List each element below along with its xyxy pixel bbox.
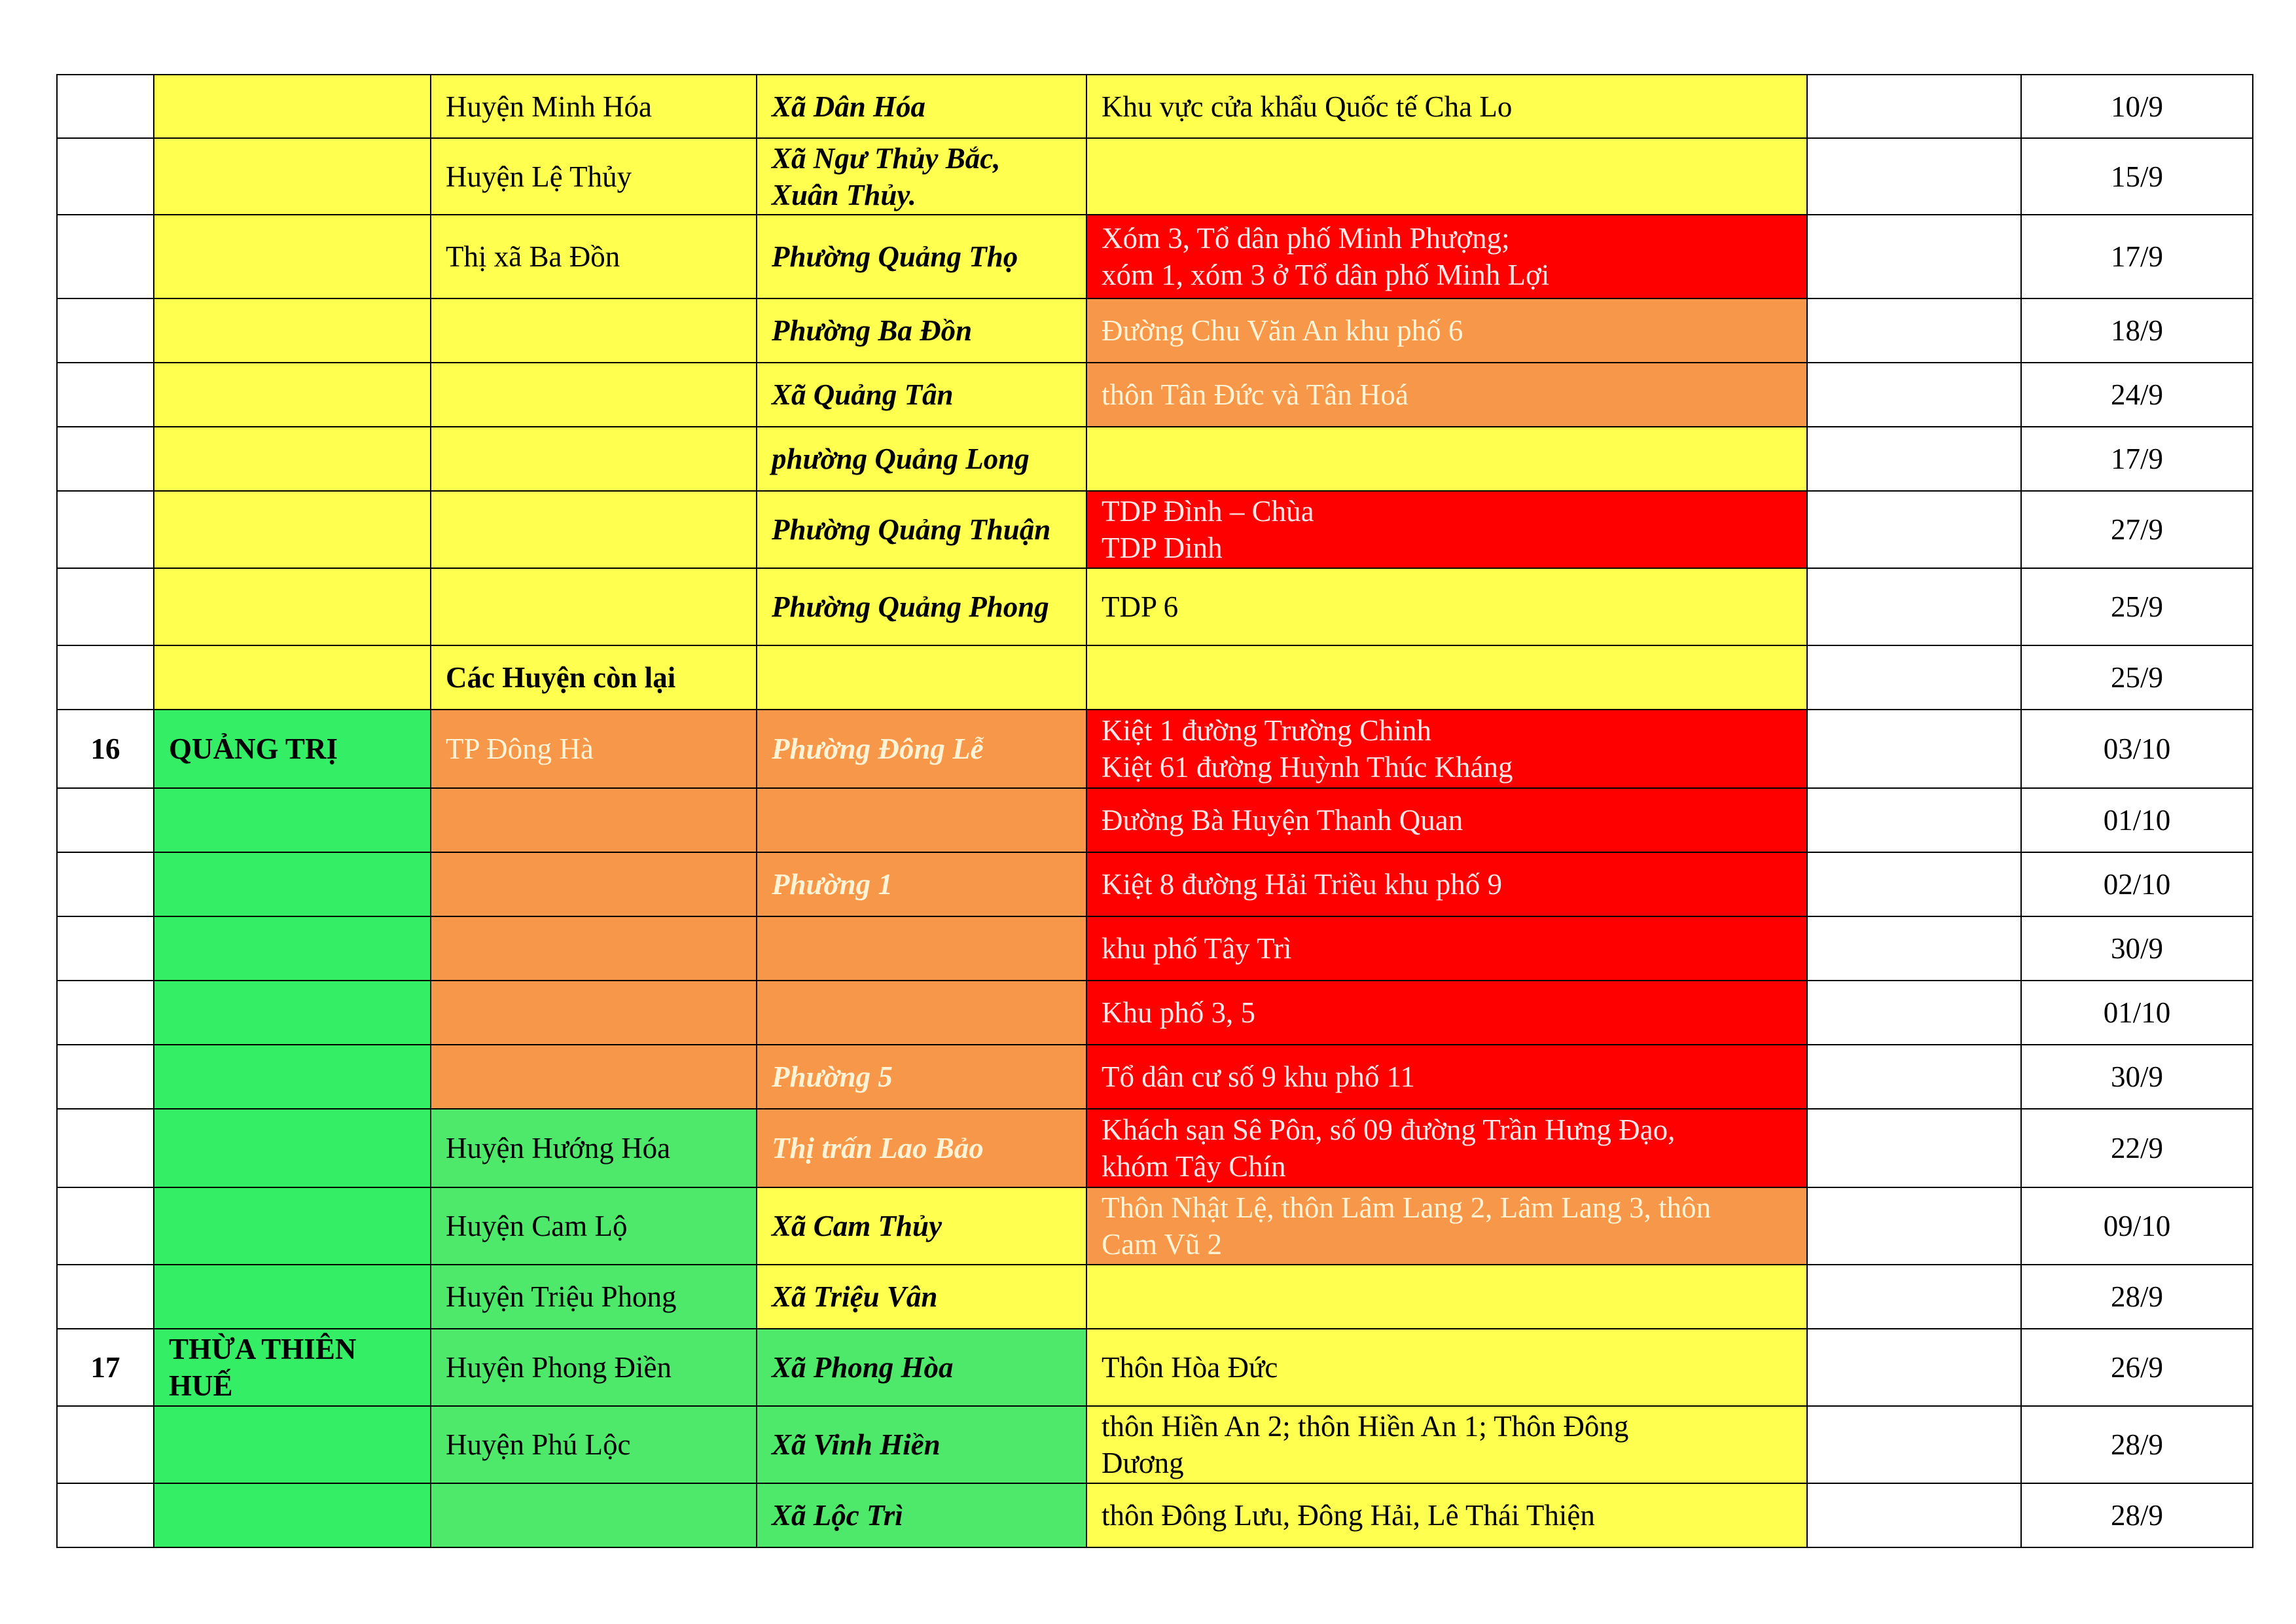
- cell-date: 10/9: [2021, 75, 2253, 138]
- cell-date: 25/9: [2021, 568, 2253, 645]
- table-row: [57, 645, 2253, 710]
- cell-district: Huyện Minh Hóa: [431, 75, 757, 138]
- cell-area: TDP Đình – Chùa TDP Dinh: [1086, 491, 1807, 568]
- cell-ward: [757, 981, 1086, 1045]
- cell-stt: [57, 645, 154, 710]
- cell-area: [1086, 645, 1807, 710]
- cell-district: Các Huyện còn lại: [431, 645, 757, 710]
- cell-area: Đường Chu Văn An khu phố 6: [1086, 298, 1807, 363]
- table-row: [57, 916, 2253, 981]
- cell-district: [431, 1045, 757, 1109]
- cell-area: Khu phố 3, 5: [1086, 981, 1807, 1045]
- cell-stt: [57, 1265, 154, 1329]
- table-row: [57, 75, 2253, 138]
- cell-area: thôn Tân Đức và Tân Hoá: [1086, 363, 1807, 427]
- cell-ward: Phường 5: [757, 1045, 1086, 1109]
- cell-district: [431, 427, 757, 491]
- cell-stt: [57, 916, 154, 981]
- cell-province: [154, 298, 431, 363]
- table-row: [57, 1406, 2253, 1483]
- cell-extra: [1807, 568, 2021, 645]
- cell-date: 25/9: [2021, 645, 2253, 710]
- cell-area: [1086, 138, 1807, 215]
- cell-district: Thị xã Ba Đồn: [431, 215, 757, 298]
- cell-extra: [1807, 645, 2021, 710]
- cell-date: 01/10: [2021, 788, 2253, 852]
- cell-extra: [1807, 1187, 2021, 1265]
- cell-area: Đường Bà Huyện Thanh Quan: [1086, 788, 1807, 852]
- table-row: [57, 1109, 2253, 1187]
- cell-ward: Xã Lộc Trì: [757, 1483, 1086, 1547]
- cell-district: [431, 981, 757, 1045]
- table-row: [57, 138, 2253, 215]
- cell-area: Kiệt 8 đường Hải Triều khu phố 9: [1086, 852, 1807, 916]
- cell-province: [154, 215, 431, 298]
- cell-province: [154, 568, 431, 645]
- cell-area: thôn Hiền An 2; thôn Hiền An 1; Thôn Đông Dương: [1086, 1406, 1807, 1483]
- cell-date: 30/9: [2021, 916, 2253, 981]
- cell-ward: Phường 1: [757, 852, 1086, 916]
- cell-ward: phường Quảng Long: [757, 427, 1086, 491]
- cell-extra: [1807, 1483, 2021, 1547]
- cell-ward: Phường Quảng Thuận: [757, 491, 1086, 568]
- cell-district: [431, 298, 757, 363]
- cell-date: 26/9: [2021, 1329, 2253, 1406]
- cell-province: [154, 1406, 431, 1483]
- cell-ward: [757, 645, 1086, 710]
- cell-area: Tổ dân cư số 9 khu phố 11: [1086, 1045, 1807, 1109]
- cell-ward: Xã Ngư Thủy Bắc, Xuân Thủy.: [757, 138, 1086, 215]
- cell-extra: [1807, 298, 2021, 363]
- table-row: [57, 981, 2253, 1045]
- cell-extra: [1807, 1406, 2021, 1483]
- cell-stt: [57, 427, 154, 491]
- cell-province: [154, 916, 431, 981]
- cell-ward: Thị trấn Lao Bảo: [757, 1109, 1086, 1187]
- table-row: [57, 568, 2253, 645]
- cell-date: 28/9: [2021, 1406, 2253, 1483]
- cell-province: [154, 1109, 431, 1187]
- table-row: [57, 215, 2253, 298]
- cell-district: Huyện Cam Lộ: [431, 1187, 757, 1265]
- table-row: [57, 1483, 2253, 1547]
- cell-district: Huyện Triệu Phong: [431, 1265, 757, 1329]
- cell-province: [154, 1265, 431, 1329]
- cell-extra: [1807, 852, 2021, 916]
- cell-area: Xóm 3, Tổ dân phố Minh Phượng; xóm 1, xóm 3 ở Tổ dân phố Minh Lợi: [1086, 215, 1807, 298]
- cell-stt: 17: [57, 1329, 154, 1406]
- cell-stt: [57, 215, 154, 298]
- cell-area: Kiệt 1 đường Trường Chinh Kiệt 61 đường Huỳnh Thúc Kháng: [1086, 710, 1807, 788]
- cell-date: 17/9: [2021, 427, 2253, 491]
- cell-date: 02/10: [2021, 852, 2253, 916]
- cell-area: Khách sạn Sê Pôn, số 09 đường Trần Hưng Đạo, khóm Tây Chín: [1086, 1109, 1807, 1187]
- cell-area: Khu vực cửa khẩu Quốc tế Cha Lo: [1086, 75, 1807, 138]
- cell-extra: [1807, 981, 2021, 1045]
- cell-district: [431, 1483, 757, 1547]
- table-row: [57, 363, 2253, 427]
- cell-ward: Xã Dân Hóa: [757, 75, 1086, 138]
- table-row: [57, 491, 2253, 568]
- cell-ward: Phường Ba Đồn: [757, 298, 1086, 363]
- cell-province: [154, 1483, 431, 1547]
- cell-province: [154, 427, 431, 491]
- cell-area: [1086, 427, 1807, 491]
- table-body: [57, 75, 2253, 1547]
- cell-date: 22/9: [2021, 1109, 2253, 1187]
- cell-area: Thôn Hòa Đức: [1086, 1329, 1807, 1406]
- cell-area: Thôn Nhật Lệ, thôn Lâm Lang 2, Lâm Lang 3, thôn Cam Vũ 2: [1086, 1187, 1807, 1265]
- cell-district: [431, 491, 757, 568]
- cell-province: [154, 491, 431, 568]
- cell-stt: [57, 1045, 154, 1109]
- table-row: [57, 710, 2253, 788]
- cell-ward: Xã Cam Thủy: [757, 1187, 1086, 1265]
- cell-ward: Xã Vinh Hiền: [757, 1406, 1086, 1483]
- cell-extra: [1807, 788, 2021, 852]
- cell-ward: Xã Phong Hòa: [757, 1329, 1086, 1406]
- cell-ward: Xã Quảng Tân: [757, 363, 1086, 427]
- table-row: [57, 788, 2253, 852]
- cell-extra: [1807, 710, 2021, 788]
- cell-date: 27/9: [2021, 491, 2253, 568]
- cell-ward: [757, 788, 1086, 852]
- cell-stt: [57, 1109, 154, 1187]
- cell-stt: [57, 138, 154, 215]
- cell-extra: [1807, 1045, 2021, 1109]
- cell-area: khu phố Tây Trì: [1086, 916, 1807, 981]
- cell-district: Huyện Hướng Hóa: [431, 1109, 757, 1187]
- cell-extra: [1807, 1109, 2021, 1187]
- table-row: [57, 298, 2253, 363]
- cell-stt: [57, 298, 154, 363]
- cell-province: [154, 363, 431, 427]
- cell-date: 03/10: [2021, 710, 2253, 788]
- cell-extra: [1807, 491, 2021, 568]
- cell-district: [431, 852, 757, 916]
- cell-stt: [57, 75, 154, 138]
- table-row: [57, 852, 2253, 916]
- cell-ward: [757, 916, 1086, 981]
- cell-ward: Phường Quảng Thọ: [757, 215, 1086, 298]
- cell-district: [431, 363, 757, 427]
- cell-province: [154, 852, 431, 916]
- cell-extra: [1807, 1329, 2021, 1406]
- cell-date: 17/9: [2021, 215, 2253, 298]
- cell-area: [1086, 1265, 1807, 1329]
- cell-district: [431, 568, 757, 645]
- cell-stt: [57, 491, 154, 568]
- table-row: [57, 1329, 2253, 1406]
- cell-province: [154, 1045, 431, 1109]
- cell-province: QUẢNG TRỊ: [154, 710, 431, 788]
- cell-district: [431, 788, 757, 852]
- table-row: [57, 1265, 2253, 1329]
- cell-stt: [57, 788, 154, 852]
- cell-province: [154, 645, 431, 710]
- cell-stt: [57, 1406, 154, 1483]
- cell-province: [154, 981, 431, 1045]
- cell-extra: [1807, 1265, 2021, 1329]
- cell-stt: 16: [57, 710, 154, 788]
- cell-area: TDP 6: [1086, 568, 1807, 645]
- cell-extra: [1807, 75, 2021, 138]
- cell-ward: Xã Triệu Vân: [757, 1265, 1086, 1329]
- cell-date: 15/9: [2021, 138, 2253, 215]
- cell-extra: [1807, 138, 2021, 215]
- cell-date: 24/9: [2021, 363, 2253, 427]
- cell-ward: Phường Đông Lễ: [757, 710, 1086, 788]
- cell-province: THỪA THIÊN HUẾ: [154, 1329, 431, 1406]
- cell-province: [154, 138, 431, 215]
- cell-stt: [57, 568, 154, 645]
- cell-date: 18/9: [2021, 298, 2253, 363]
- table-row: [57, 427, 2253, 491]
- cell-district: Huyện Phú Lộc: [431, 1406, 757, 1483]
- cell-district: [431, 916, 757, 981]
- cell-stt: [57, 852, 154, 916]
- cell-province: [154, 788, 431, 852]
- cell-date: 28/9: [2021, 1483, 2253, 1547]
- cell-date: 30/9: [2021, 1045, 2253, 1109]
- cell-extra: [1807, 916, 2021, 981]
- cell-extra: [1807, 363, 2021, 427]
- cell-stt: [57, 981, 154, 1045]
- cell-district: Huyện Phong Điền: [431, 1329, 757, 1406]
- cell-stt: [57, 363, 154, 427]
- cell-date: 28/9: [2021, 1265, 2253, 1329]
- table-row: [57, 1187, 2253, 1265]
- cell-district: Huyện Lệ Thủy: [431, 138, 757, 215]
- cell-province: [154, 75, 431, 138]
- cell-date: 01/10: [2021, 981, 2253, 1045]
- table-row: [57, 1045, 2253, 1109]
- cell-province: [154, 1187, 431, 1265]
- cell-extra: [1807, 427, 2021, 491]
- cell-ward: Phường Quảng Phong: [757, 568, 1086, 645]
- cell-district: TP Đông Hà: [431, 710, 757, 788]
- cell-area: thôn Đông Lưu, Đông Hải, Lê Thái Thiện: [1086, 1483, 1807, 1547]
- data-table: [56, 74, 2253, 1548]
- cell-extra: [1807, 215, 2021, 298]
- cell-stt: [57, 1187, 154, 1265]
- cell-date: 09/10: [2021, 1187, 2253, 1265]
- cell-stt: [57, 1483, 154, 1547]
